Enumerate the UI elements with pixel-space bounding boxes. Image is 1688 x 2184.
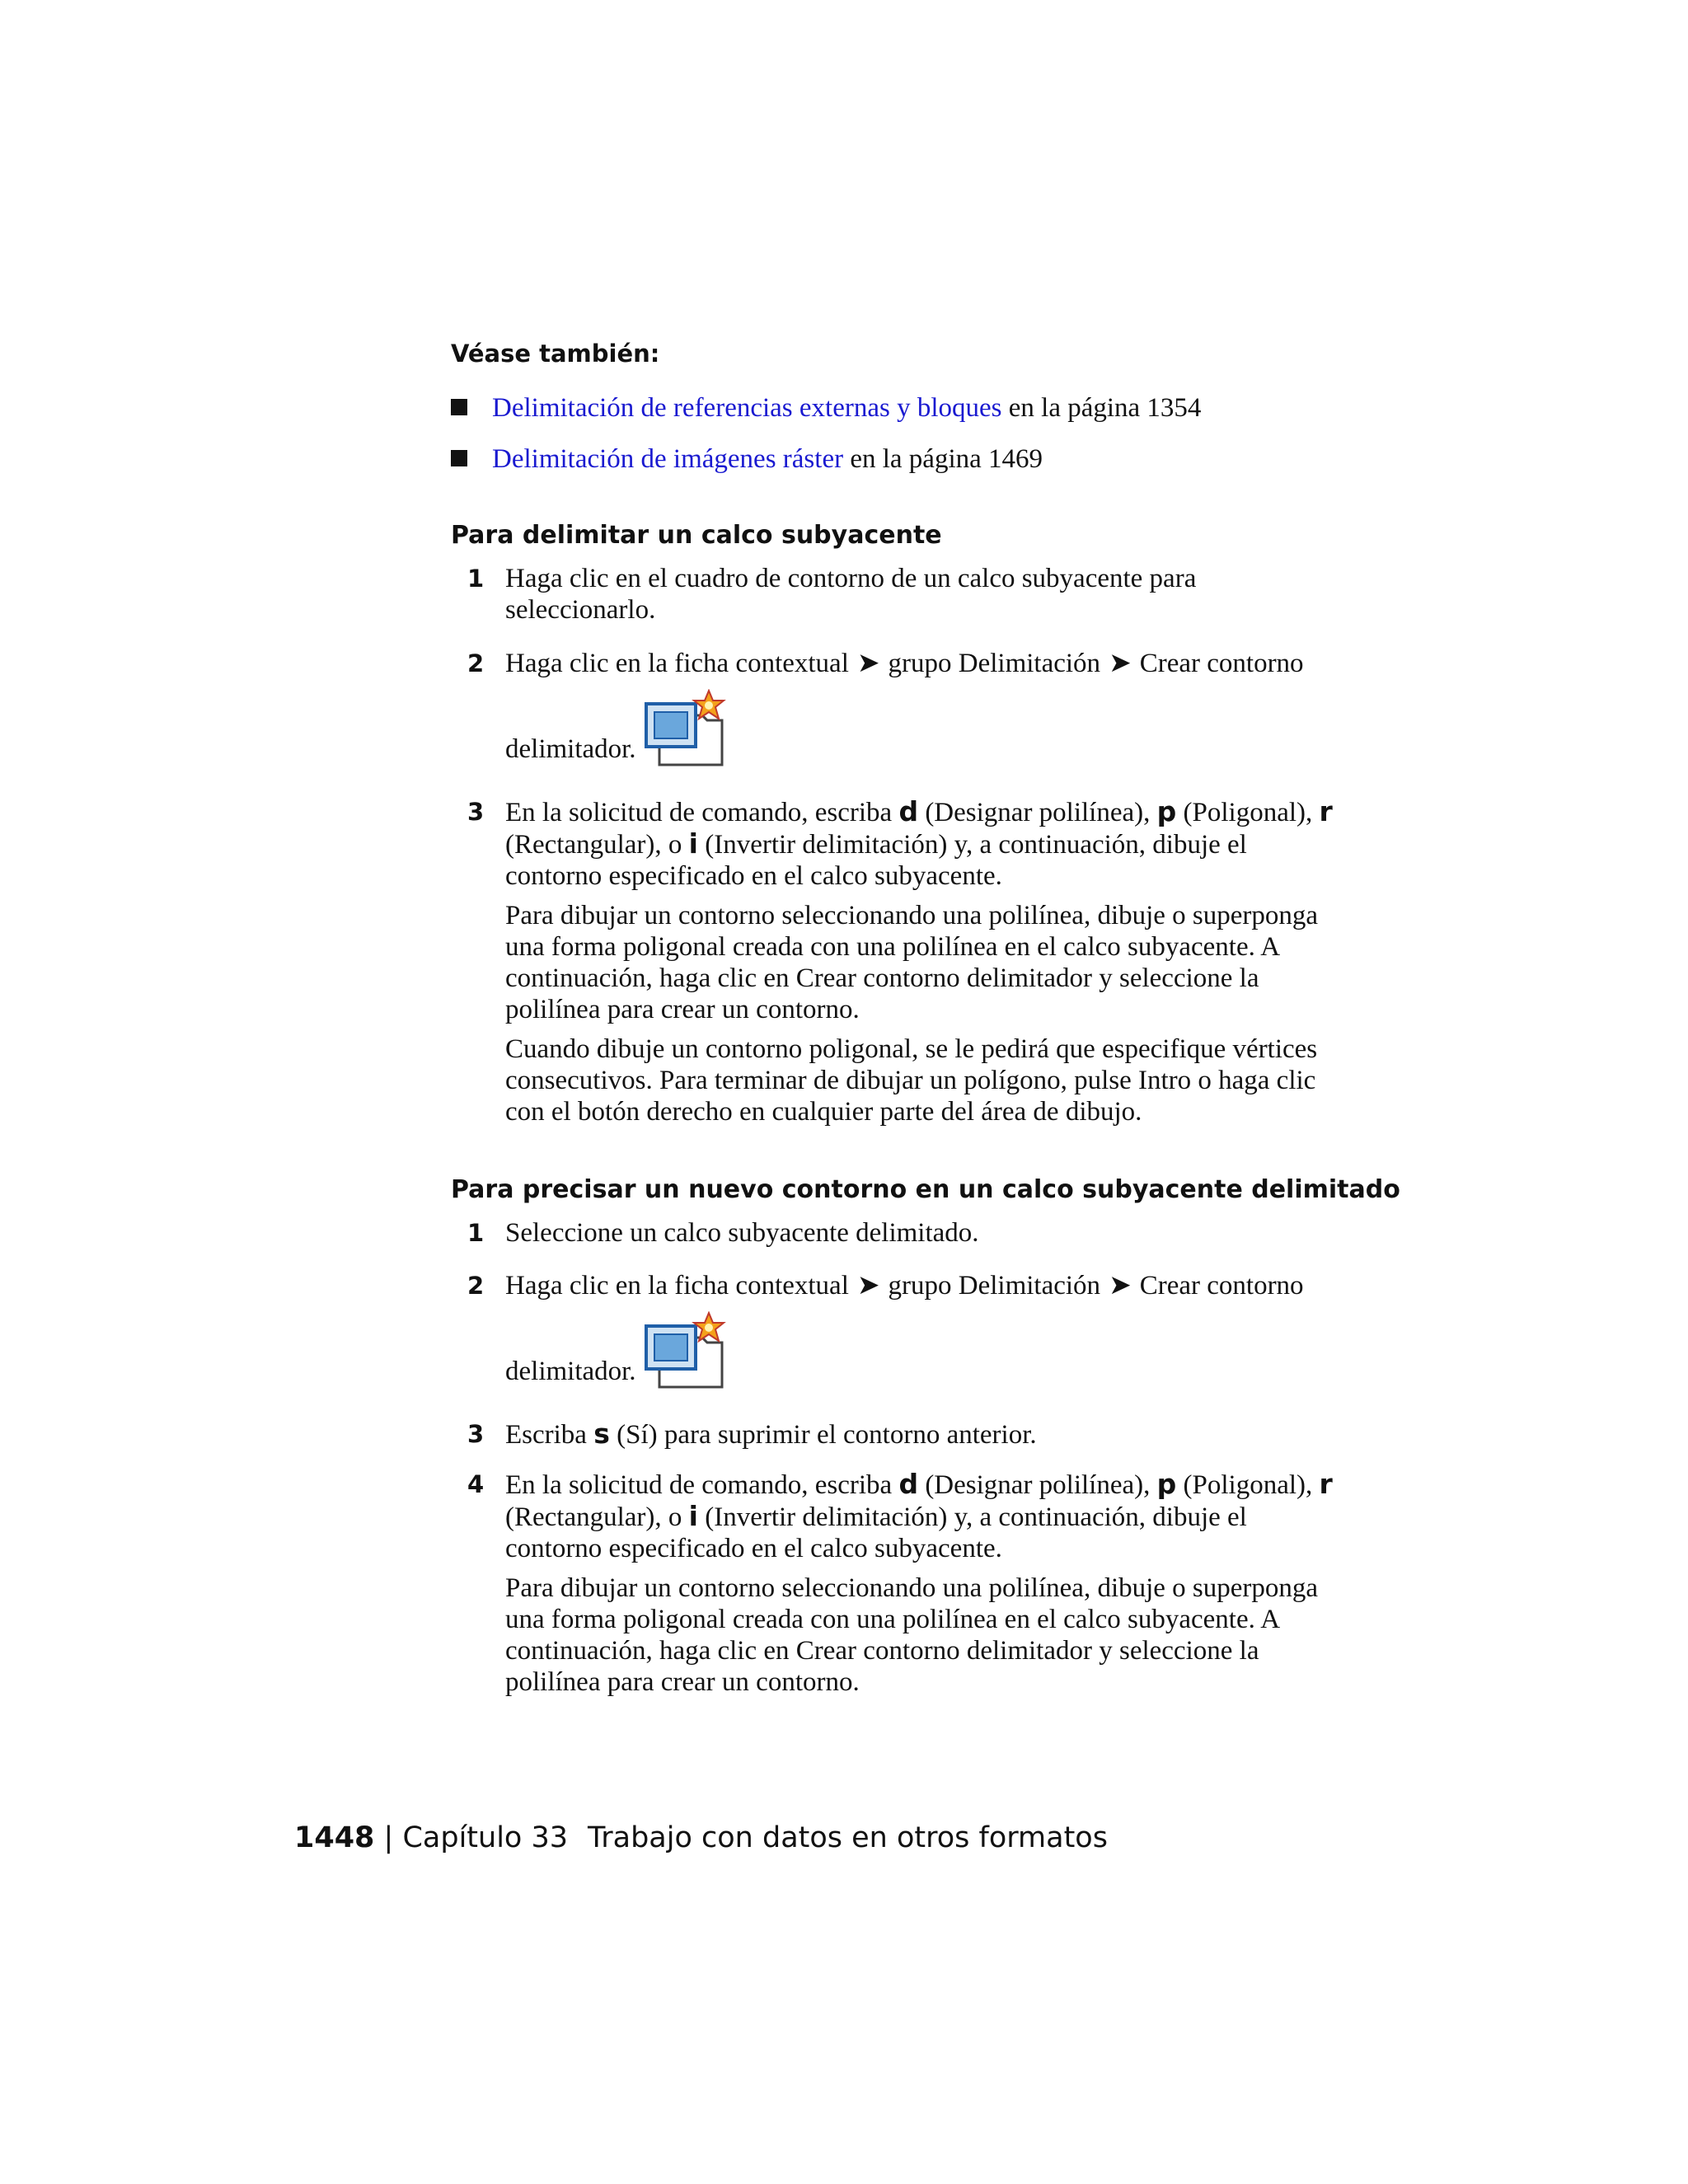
step-paragraph: Para dibujar un contorno seleccionando una polilínea, dibuje o superponga una forma poligonal creada con una polilínea en el calco subyacente. A continuación, haga clic en Crear contorno delimitador y seleccione la polilínea para crear un contorno. xyxy=(505,901,1319,1024)
step-text xyxy=(505,1418,1346,1451)
step-text-part: Haga clic en la ficha contextual xyxy=(505,1271,849,1301)
step-number: 3 xyxy=(467,798,485,826)
step-text xyxy=(505,1469,1346,1706)
chapter-title: Trabajo con datos en otros formatos xyxy=(588,1821,1108,1854)
text: En la solicitud de comando, escriba xyxy=(505,1470,899,1500)
step-text xyxy=(505,1270,1346,1387)
page-footer xyxy=(294,1821,1108,1854)
link-xref-blocks[interactable]: Delimitación de referencias externas y bloques xyxy=(492,393,1002,423)
keyword: r xyxy=(1319,1468,1333,1500)
chapter-label: Capítulo 33 xyxy=(402,1821,569,1854)
text: Escriba xyxy=(505,1420,594,1450)
footer-separator: | xyxy=(374,1821,403,1854)
text: (Sí) para suprimir el contorno anterior. xyxy=(609,1420,1037,1450)
page-ref: en la página 1469 xyxy=(843,444,1043,474)
keyword: s xyxy=(593,1418,610,1450)
step-text-part: delimitador. xyxy=(505,1357,636,1386)
keyword: i xyxy=(688,1500,698,1532)
step-number: 4 xyxy=(467,1470,485,1498)
arrow-icon: ➤ xyxy=(1109,649,1132,678)
keyword: r xyxy=(1319,795,1333,827)
step-text: Seleccione un calco subyacente delimitado. xyxy=(505,1218,979,1248)
see-also-item xyxy=(451,392,1201,424)
procedure-heading: Para precisar un nuevo contorno en un calco subyacente delimitado xyxy=(451,1175,1400,1204)
text: En la solicitud de comando, escriba xyxy=(505,798,899,827)
text: (Rectangular), o xyxy=(505,830,689,860)
page-number: 1448 xyxy=(294,1821,375,1854)
clip-boundary-icon xyxy=(645,1311,730,1394)
step-text xyxy=(505,796,1346,1136)
keyword: p xyxy=(1156,1468,1177,1500)
step-number: 1 xyxy=(467,565,485,593)
see-also-item xyxy=(451,443,1043,475)
arrow-icon: ➤ xyxy=(1109,1271,1132,1301)
step-number: 3 xyxy=(467,1420,485,1448)
step-number: 2 xyxy=(467,649,485,677)
keyword: d xyxy=(898,795,919,827)
step-text-part: Haga clic en la ficha contextual xyxy=(505,649,849,678)
text: (Invertir delimitación) y, a continuación, dibuje el contorno especificado en el calco subyacente. xyxy=(505,1502,1247,1563)
step-text-part: grupo Delimitación xyxy=(888,649,1101,678)
step-number: 1 xyxy=(467,1219,485,1247)
text: (Rectangular), o xyxy=(505,1502,689,1532)
see-also-heading: Véase también: xyxy=(451,340,660,368)
step-paragraph: Para dibujar un contorno seleccionando una polilínea, dibuje o superponga una forma poligonal creada con una polilínea en el calco subyacente. A continuación, haga clic en Crear contorno delimitador y seleccione la polilínea para crear un contorno. xyxy=(505,1573,1319,1697)
procedure-heading: Para delimitar un calco subyacente xyxy=(451,521,942,550)
text: (Poligonal), xyxy=(1176,798,1320,827)
bullet-square-icon xyxy=(451,450,467,466)
arrow-icon: ➤ xyxy=(856,1271,880,1301)
clip-boundary-icon xyxy=(645,689,730,771)
step-number: 2 xyxy=(467,1272,485,1300)
step-text xyxy=(505,648,1346,765)
arrow-icon: ➤ xyxy=(856,649,880,678)
link-raster-images[interactable]: Delimitación de imágenes ráster xyxy=(492,444,844,474)
text: (Designar polilínea), xyxy=(918,1470,1157,1500)
step-text: Haga clic en el cuadro de contorno de un calco subyacente para seleccionarlo. xyxy=(505,564,1197,625)
bullet-square-icon xyxy=(451,399,467,415)
keyword: i xyxy=(688,827,698,860)
step-paragraph: Cuando dibuje un contorno poligonal, se le pedirá que especifique vértices consecutivos. Para terminar de dibujar un polígono, pulse Intro o haga clic con el botón derecho en cualquier parte del área de dibujo. xyxy=(505,1034,1318,1127)
step-text-part: delimitador. xyxy=(505,734,636,764)
keyword: p xyxy=(1156,795,1177,827)
step-text-part: grupo Delimitación xyxy=(888,1271,1101,1301)
text: (Designar polilínea), xyxy=(918,798,1157,827)
text: (Invertir delimitación) y, a continuación, dibuje el contorno especificado en el calco subyacente. xyxy=(505,830,1247,891)
step-text-part: Crear contorno xyxy=(1139,1271,1304,1301)
keyword: d xyxy=(898,1468,919,1500)
step-text-part: Crear contorno xyxy=(1139,649,1304,678)
text: (Poligonal), xyxy=(1176,1470,1320,1500)
page-ref: en la página 1354 xyxy=(1001,393,1202,423)
